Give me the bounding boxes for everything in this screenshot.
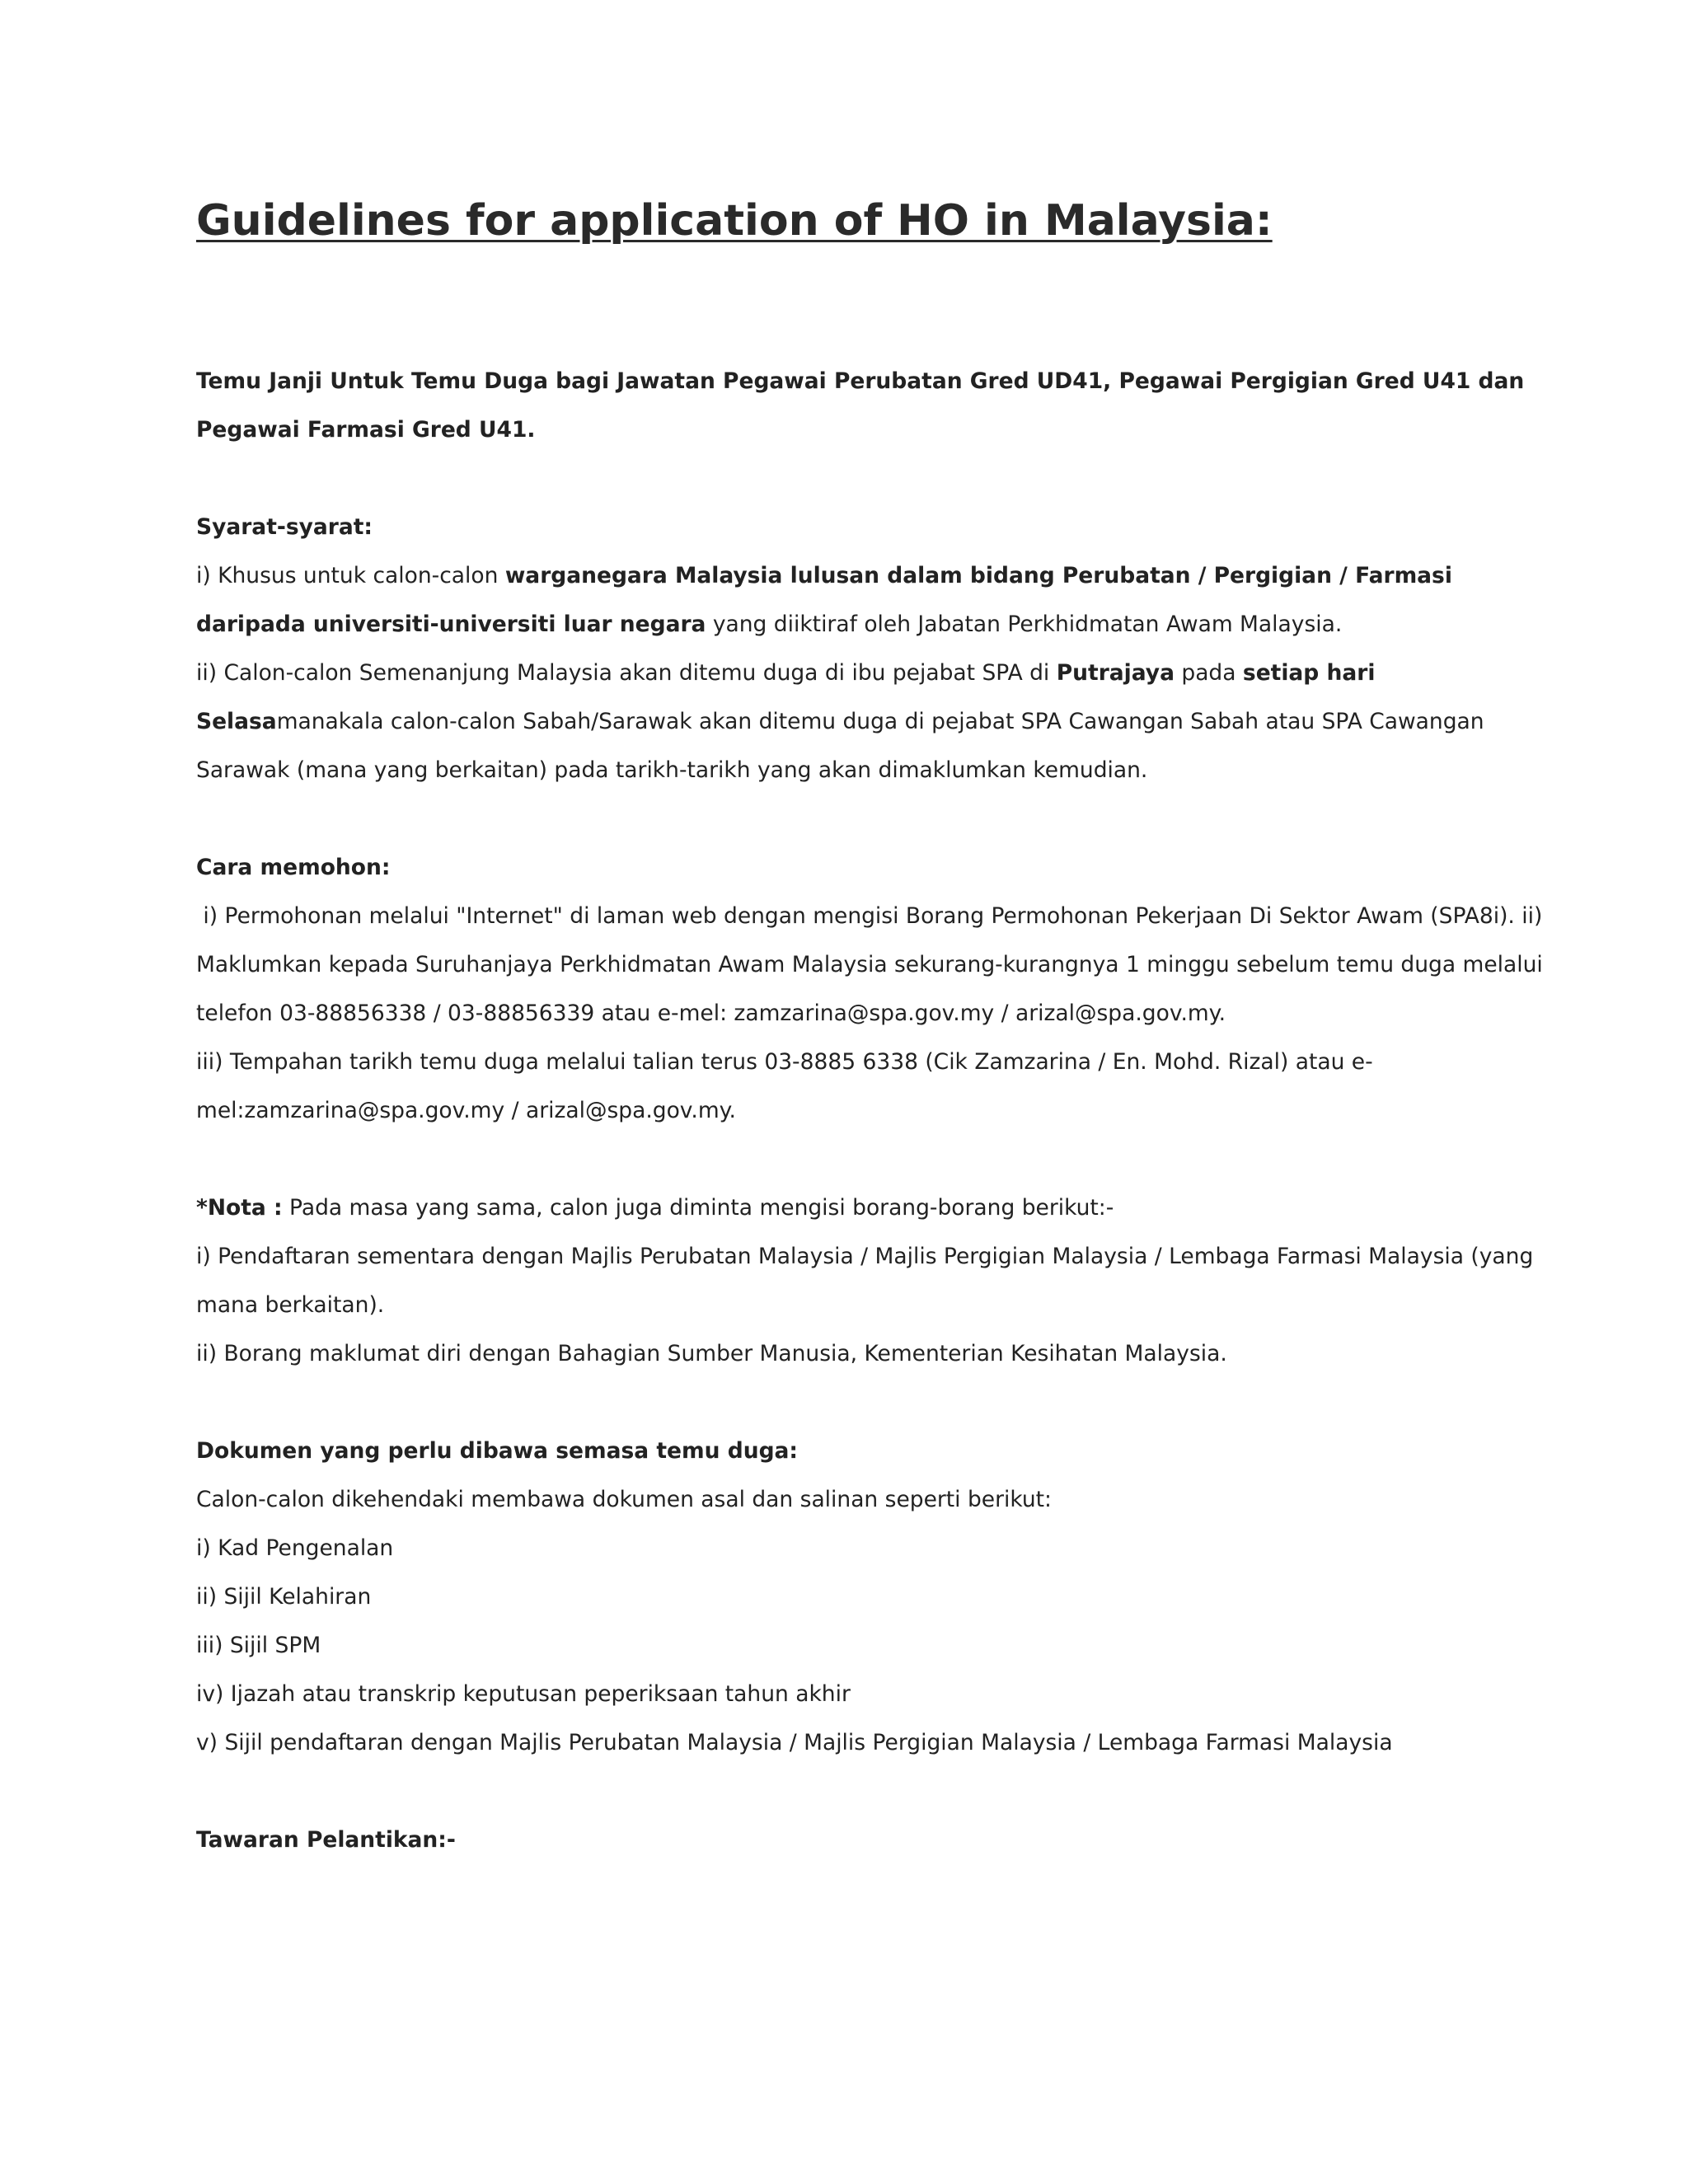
cara-line-2: Maklumkan kepada Suruhanjaya Perkhidmatan Awam Malaysia sekurang-kurangnya 1 minggu sebelum temu duga melalui [196,952,1543,977]
intro-line-2: Pegawai Farmasi Gred U41. [196,417,536,443]
dokumen-item: iv) Ijazah atau transkrip keputusan peperiksaan tahun akhir [196,1681,851,1707]
dokumen-item: ii) Sijil Kelahiran [196,1584,372,1610]
syarat-item-ii-line-1: ii) Calon-calon Semenanjung Malaysia akan ditemu duga di ibu pejabat SPA di Putrajaya pada setiap hari [196,660,1376,686]
cara-line-1: i) Permohonan melalui "Internet" di laman web dengan mengisi Borang Permohonan Pekerjaan Di Sektor Awam (SPA8i). ii) [196,903,1543,929]
cara-line-4: iii) Tempahan tarikh temu duga melalui talian terus 03-8885 6338 (Cik Zamzarina / En. Mohd. Rizal) atau e- [196,1049,1373,1075]
dokumen-item: iii) Sijil SPM [196,1633,321,1658]
dokumen-item: v) Sijil pendaftaran dengan Majlis Perubatan Malaysia / Majlis Pergigian Malaysia / Lembaga Farmasi Malaysia [196,1730,1393,1755]
cara-heading: Cara memohon: [196,855,391,880]
syarat-item-ii-line-2: Selasamanakala calon-calon Sabah/Sarawak akan ditemu duga di pejabat SPA Cawangan Sabah atau SPA Cawangan [196,709,1484,734]
dokumen-item: i) Kad Pengenalan [196,1535,394,1561]
syarat-item-ii-line-3: Sarawak (mana yang berkaitan) pada tarikh-tarikh yang akan dimaklumkan kemudian. [196,757,1148,783]
syarat-item-i-line-2: daripada universiti-universiti luar negara yang diiktiraf oleh Jabatan Perkhidmatan Awam Malaysia. [196,612,1343,637]
nota-line-1: *Nota : Pada masa yang sama, calon juga diminta mengisi borang-borang berikut:- [196,1195,1114,1221]
dokumen-heading: Dokumen yang perlu dibawa semasa temu duga: [196,1438,799,1464]
syarat-heading: Syarat-syarat: [196,514,373,540]
dokumen-intro: Calon-calon dikehendaki membawa dokumen asal dan salinan seperti berikut: [196,1487,1052,1512]
syarat-item-i-line-1: i) Khusus untuk calon-calon warganegara Malaysia lulusan dalam bidang Perubatan / Pergigian / Farmasi [196,563,1452,588]
cara-line-5: mel:zamzarina@spa.gov.my / arizal@spa.gov.my. [196,1098,736,1123]
nota-line-4: ii) Borang maklumat diri dengan Bahagian Sumber Manusia, Kementerian Kesihatan Malaysia. [196,1341,1227,1366]
cara-line-3: telefon 03-88856338 / 03-88856339 atau e-mel: zamzarina@spa.gov.my / arizal@spa.gov.my. [196,1001,1226,1026]
tawaran-heading: Tawaran Pelantikan:- [196,1827,456,1853]
intro-line-1: Temu Janji Untuk Temu Duga bagi Jawatan Pegawai Perubatan Gred UD41, Pegawai Pergigian Gred U41 dan [196,368,1525,394]
nota-line-2: i) Pendaftaran sementara dengan Majlis Perubatan Malaysia / Majlis Pergigian Malaysia / Lembaga Farmasi Malaysia (yang [196,1244,1534,1269]
nota-line-3: mana berkaitan). [196,1292,385,1318]
page-title: Guidelines for application of HO in Malaysia: [196,196,1273,246]
document-body [196,357,1543,1864]
